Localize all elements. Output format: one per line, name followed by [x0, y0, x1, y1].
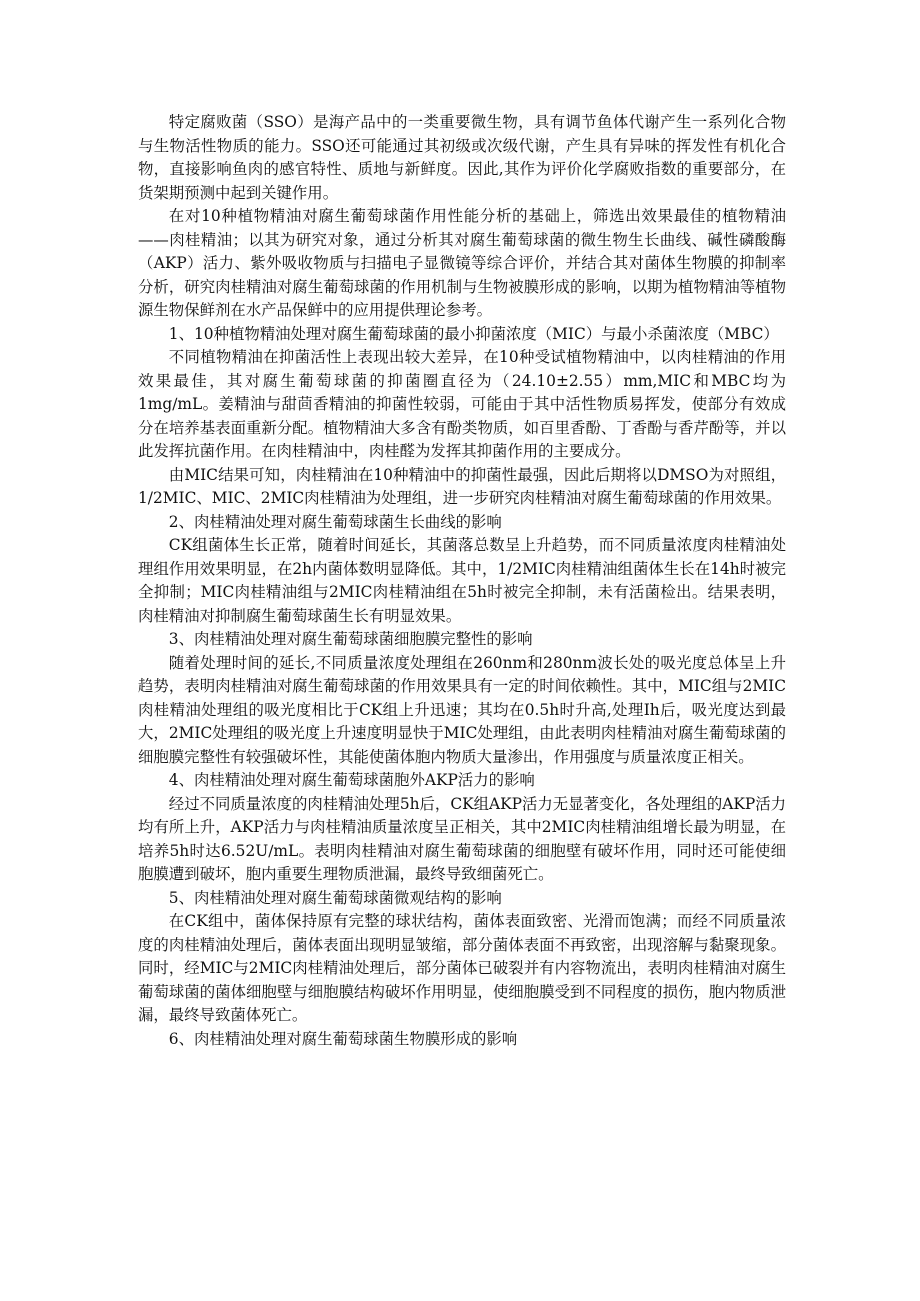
objective-paragraph: 在对10种植物精油对腐生葡萄球菌作用性能分析的基础上，筛选出效果最佳的植物精油——肉桂精油；以其为研究对象，通过分析其对腐生葡萄球菌的微生物生长曲线、碱性磷酸酶（AKP）活力、紫外吸收物质与扫描电子显微镜等综合评价，并结合其对菌体生物膜的抑制率分析，研究肉桂精油对腐生葡萄球菌的作用机制与生物被膜形成的影响，以期为植物精油等植物源生物保鲜剂在水产品保鲜中的应用提供理论参考。	[138, 207, 786, 319]
section-heading-4: 4、肉桂精油处理对腐生葡萄球菌胞外AKP活力的影响	[168, 771, 535, 789]
section-heading-2: 2、肉桂精油处理对腐生葡萄球菌生长曲线的影响	[168, 512, 502, 531]
section-heading-5: 5、肉桂精油处理对腐生葡萄球菌微观结构的影响	[168, 888, 502, 907]
section-heading-1: 1、10种植物精油处理对腐生葡萄球菌的最小抑菌浓度（MIC）与最小杀菌浓度（MBC）	[168, 324, 779, 343]
section-3-paragraph: 随着处理时间的延长,不同质量浓度处理组在260nm和280nm波长处的吸光度总体呈上升趋势，表明肉桂精油对腐生葡萄球菌的作用效果具有一定的时间依赖性。其中，MIC组与2MIC肉桂精油处理组的吸光度相比于CK组上升迅速；其均在0.5h时升高,处理Ih后，吸光度达到最大，2MIC处理组的吸光度上升速度明显快于MIC处理组，由此表明肉桂精油对腐生葡萄球菌的细胞膜完整性有较强破坏性，其能使菌体胞内物质大量渗出，作用强度与质量浓度正相关。	[138, 653, 786, 766]
section-4-paragraph: 经过不同质量浓度的肉桂精油处理5h后，CK组AKP活力无显著变化，各处理组的AKP活力均有所上升，AKP活力与肉桂精油质量浓度呈正相关，其中2MIC肉桂精油组增长最为明显，在培养5h时达6.52U∕mL。表明肉桂精油对腐生葡萄球菌的细胞壁有破坏作用，同时还可能使细胞膜遭到破坏，胞内重要生理物质泄漏，最终导致细菌死亡。	[138, 794, 786, 883]
section-heading-3: 3、肉桂精油处理对腐生葡萄球菌细胞膜完整性的影响	[168, 630, 533, 648]
section-1-paragraph: 不同植物精油在抑菌活性上表现出较大差异，在10种受试植物精油中，以肉桂精油的作用效果最佳，其对腐生葡萄球菌的抑菌圈直径为（24.10±2.55）mm,MIC和MBC均为1mg∕mL。姜精油与甜茴香精油的抑菌性较弱，可能由于其中活性物质易挥发，使部分有效成分在培养基表面重新分配。植物精油大多含有酚类物质，如百里香酚、丁香酚与香芹酚等，并以此发挥抗菌作用。在肉桂精油中，肉桂醛为发挥其抑菌作用的主要成分。	[138, 348, 786, 460]
intro-paragraph: 特定腐败菌（SSO）是海产品中的一类重要微生物，具有调节鱼体代谢产生一系列化合物与生物活性物质的能力。SSO还可能通过其初级或次级代谢，产生具有异味的挥发性有机化合物，直接影响鱼肉的感官特性、质地与新鲜度。因此,其作为评价化学腐败指数的重要部分，在货架期预测中起到关键作用。	[138, 113, 786, 202]
section-5-paragraph: 在CK组中，菌体保持原有完整的球状结构，菌体表面致密、光滑而饱满；而经不同质量浓度的肉桂精油处理后，菌体表面出现明显皱缩，部分菌体表面不再致密，出现溶解与黏聚现象。同时，经MIC与2MIC肉桂精油处理后，部分菌体已破裂并有内容物流出，表明肉桂精油对腐生葡萄球菌的菌体细胞壁与细胞膜结构破坏作用明显，使细胞膜受到不同程度的损伤，胞内物质泄漏，最终导致菌体死亡。	[138, 912, 786, 1024]
section-1-paragraph-2: 由MIC结果可知，肉桂精油在10种精油中的抑菌性最强，因此后期将以DMSO为对照组，1/2MIC、MIC、2MIC肉桂精油为处理组，进一步研究肉桂精油对腐生葡萄球菌的作用效果。	[138, 465, 786, 507]
section-2-paragraph: CK组菌体生长正常，随着时间延长，其菌落总数呈上升趋势，而不同质量浓度肉桂精油处理组作用效果明显，在2h内菌体数明显降低。其中，1/2MIC肉桂精油组菌体生长在14h时被完全抑制；MIC肉桂精油组与2MIC肉桂精油组在5h时被完全抑制，未有活菌检出。结果表明，肉桂精油对抑制腐生葡萄球菌生长有明显效果。	[138, 536, 786, 625]
section-heading-6: 6、肉桂精油处理对腐生葡萄球菌生物膜形成的影响	[168, 1029, 518, 1048]
document-body	[138, 111, 786, 1051]
